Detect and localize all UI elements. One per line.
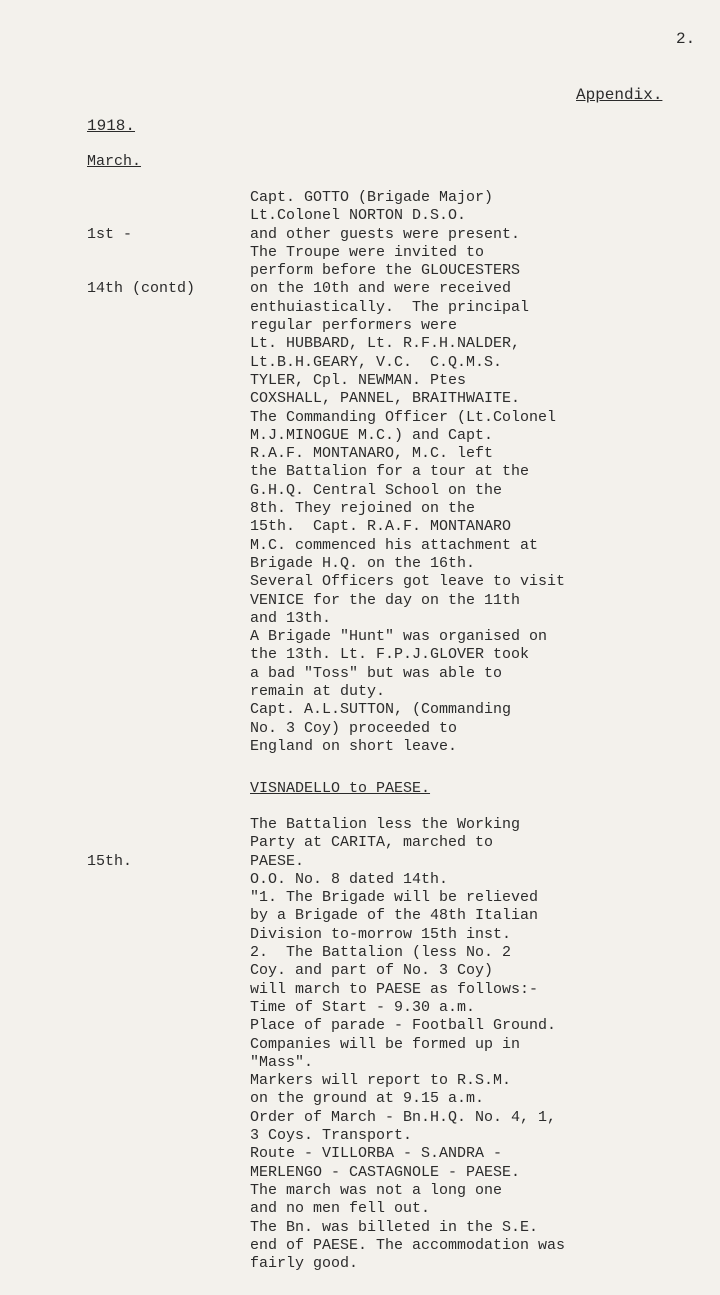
text-line: Route - VILLORBA - S.ANDRA - (250, 1145, 503, 1163)
year-heading: 1918. (87, 117, 136, 135)
text-line: O.O. No. 8 dated 14th. (250, 870, 449, 888)
text-line: 2. The Battalion (less No. 2 (250, 944, 512, 962)
month-heading: March. (87, 153, 142, 170)
text-line: and other guests were present. (250, 225, 521, 243)
text-line: and no men fell out. (250, 1200, 431, 1218)
text-line: R.A.F. MONTANARO, M.C. left (250, 445, 494, 463)
text-line: Lt.B.H.GEARY, V.C. C.Q.M.S. (250, 353, 503, 371)
text-line: Party at CARITA, marched to (250, 834, 494, 852)
text-line: perform before the GLOUCESTERS (250, 262, 521, 280)
text-line: MERLENGO - CASTAGNOLE - PAESE. (250, 1163, 521, 1181)
text-line: The Troupe were invited to (250, 243, 485, 261)
section-heading: VISNADELLO to PAESE. (250, 780, 431, 797)
text-line: England on short leave. (250, 737, 458, 755)
text-line: Capt. GOTTO (Brigade Major) (250, 189, 494, 206)
appendix-label: Appendix. (576, 86, 663, 104)
text-line: Lt. HUBBARD, Lt. R.F.H.NALDER, (250, 335, 521, 353)
text-line: The Battalion less the Working (250, 816, 521, 833)
date-line: 14th (contd) (87, 280, 196, 298)
text-line: Capt. A.L.SUTTON, (Commanding (250, 701, 512, 719)
text-line: Brigade H.Q. on the 16th. (250, 554, 476, 572)
text-line: will march to PAESE as follows:- (250, 980, 539, 998)
text-line: the 13th. Lt. F.P.J.GLOVER took (250, 646, 530, 664)
date-line: 15th. (87, 852, 133, 870)
entry-1-text (250, 189, 565, 756)
entry-2-text (250, 816, 565, 1273)
text-line: Lt.Colonel NORTON D.S.O. (250, 207, 467, 225)
entry-1-date (87, 189, 195, 335)
text-line: 3 Coys. Transport. (250, 1127, 413, 1145)
text-line: Companies will be formed up in (250, 1035, 521, 1053)
text-line: "1. The Brigade will be relieved (250, 889, 539, 907)
text-line: and 13th. (250, 609, 332, 627)
text-line: TYLER, Cpl. NEWMAN. Ptes (250, 371, 467, 389)
text-line: COXSHALL, PANNEL, BRAITHWAITE. (250, 390, 521, 408)
text-line: 15th. Capt. R.A.F. MONTANARO (250, 518, 512, 536)
text-line: Place of parade - Football Ground. (250, 1017, 557, 1035)
text-line: a bad "Toss" but was able to (250, 664, 503, 682)
text-line: the Battalion for a tour at the (250, 463, 530, 481)
text-line: The Commanding Officer (Lt.Colonel (250, 408, 557, 426)
text-line: by a Brigade of the 48th Italian (250, 907, 539, 925)
entry-2-date (87, 816, 132, 907)
text-line: The march was not a long one (250, 1181, 503, 1199)
text-line: G.H.Q. Central School on the (250, 481, 503, 499)
page-number: 2. (676, 30, 696, 48)
text-line: fairly good. (250, 1255, 359, 1273)
text-line: remain at duty. (250, 683, 386, 701)
text-line: PAESE. (250, 852, 305, 870)
text-line: The Bn. was billeted in the S.E. (250, 1218, 539, 1236)
text-line: A Brigade "Hunt" was organised on (250, 628, 548, 646)
text-line: Division to-morrow 15th inst. (250, 925, 512, 943)
text-line: No. 3 Coy) proceeded to (250, 719, 458, 737)
text-line: "Mass". (250, 1053, 314, 1071)
text-line: on the 10th and were received (250, 280, 512, 298)
text-line: end of PAESE. The accommodation was (250, 1236, 566, 1254)
text-line: enthuiastically. The principal (250, 298, 530, 316)
text-line: Markers will report to R.S.M. (250, 1072, 512, 1090)
text-line: Time of Start - 9.30 a.m. (250, 998, 476, 1016)
text-line: regular performers were (250, 317, 458, 335)
date-line: 1st - (87, 225, 133, 243)
text-line: VENICE for the day on the 11th (250, 591, 521, 609)
text-line: M.C. commenced his attachment at (250, 536, 539, 554)
text-line: M.J.MINOGUE M.C.) and Capt. (250, 426, 494, 444)
text-line: 8th. They rejoined on the (250, 500, 476, 518)
text-line: Order of March - Bn.H.Q. No. 4, 1, (250, 1108, 557, 1126)
text-line: Coy. and part of No. 3 Coy) (250, 962, 494, 980)
text-line: on the ground at 9.15 a.m. (250, 1090, 485, 1108)
text-line: Several Officers got leave to visit (250, 573, 566, 591)
